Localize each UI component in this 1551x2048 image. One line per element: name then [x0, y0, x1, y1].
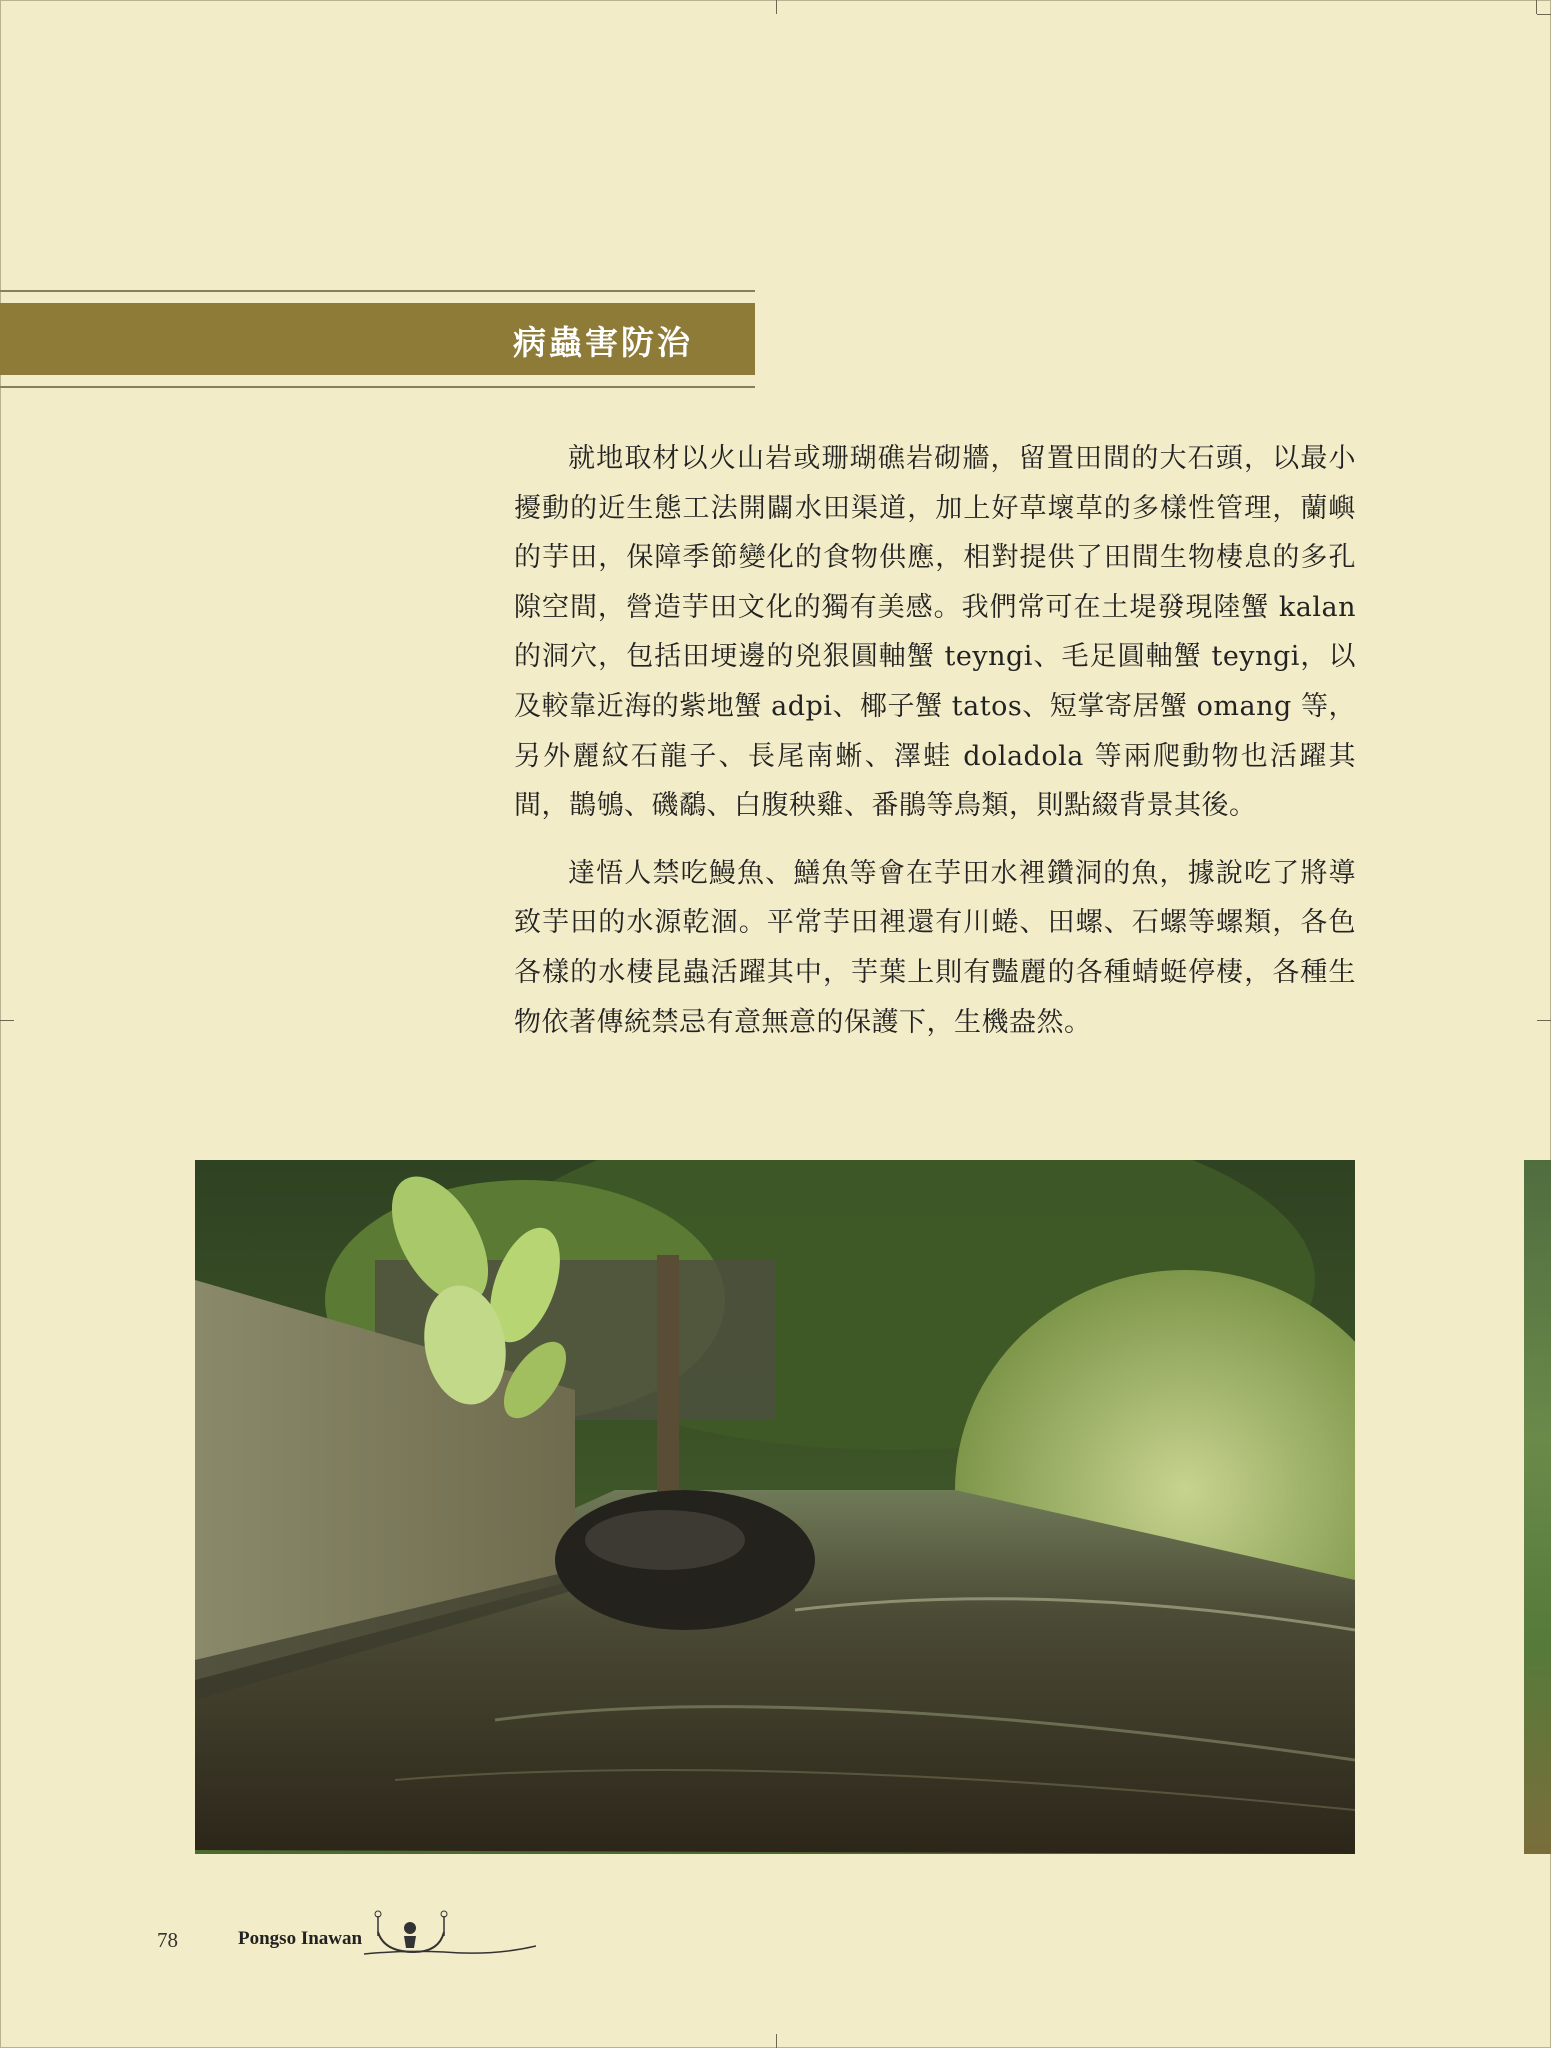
crop-mark	[776, 2034, 777, 2048]
page-number: 78	[157, 1928, 178, 1952]
crop-mark	[1537, 14, 1551, 15]
section-heading-band	[0, 303, 755, 375]
book-title: Pongso Inawan	[238, 1928, 363, 1949]
paragraph-1: 就地取材以火山岩或珊瑚礁岩砌牆，留置田間的大石頭，以最小擾動的近生態工法開闢水田渠道，加上好草壞草的多樣性管理，蘭嶼的芋田，保障季節變化的食物供應，相對提供了田間生物棲息的多孔隙空間，營造芋田文化的獨有美感。我們常可在土堤發現陸蟹 kalan 的洞穴，包括田埂邊的兇狠圓軸蟹 teyngi、毛足圓軸蟹 teyngi，以及較靠近海的紫地蟹 adpi、椰子蟹 tatos、短掌寄居蟹 omang 等，另外麗紋石龍子、長尾南蜥、澤蛙 doladola 等兩爬動物也活躍其間，鵲鴝、磯鷸、白腹秧雞、番鵑等鳥類，則點綴背景其後。	[514, 443, 1356, 822]
crop-mark	[0, 1020, 14, 1021]
photo-illustration	[195, 1160, 1355, 1854]
heading-rule-bottom	[0, 386, 755, 388]
body-text	[514, 434, 1356, 1065]
crop-mark	[1536, 0, 1537, 14]
taro-field-channel-photo	[195, 1160, 1355, 1854]
section-title: 病蟲害防治	[513, 323, 693, 362]
heading-rule-top	[0, 290, 755, 292]
boat-logo-icon	[364, 1906, 536, 1962]
crop-mark	[1537, 1020, 1551, 1021]
crop-mark	[776, 0, 777, 14]
paragraph-2: 達悟人禁吃鰻魚、鱔魚等會在芋田水裡鑽洞的魚，據說吃了將導致芋田的水源乾涸。平常芋田裡還有川蜷、田螺、石螺等螺類，各色各樣的水棲昆蟲活躍其中，芋葉上則有豔麗的各種蜻蜓停棲，各種生物依著傳統禁忌有意無意的保護下，生機盎然。	[514, 857, 1356, 1038]
adjacent-page-photo-edge	[1524, 1160, 1551, 1854]
